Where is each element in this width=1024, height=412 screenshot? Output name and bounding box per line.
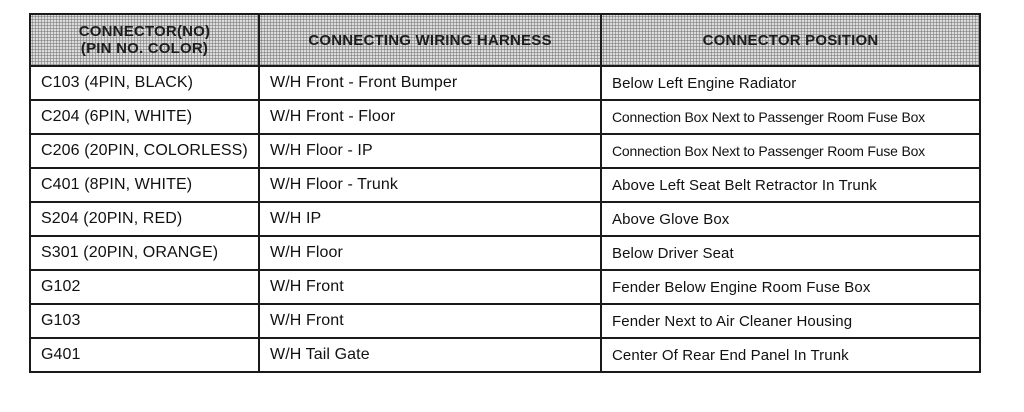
cell-position: Below Left Engine Radiator (601, 66, 980, 100)
cell-harness: W/H Floor (259, 236, 601, 270)
cell-connector: G103 (30, 304, 259, 338)
cell-position: Fender Next to Air Cleaner Housing (601, 304, 980, 338)
table-row (30, 100, 980, 134)
header-position: CONNECTOR POSITION (601, 14, 980, 66)
table-row (30, 134, 980, 168)
cell-harness: W/H Floor - IP (259, 134, 601, 168)
cell-harness: W/H Front - Front Bumper (259, 66, 601, 100)
cell-harness: W/H Front - Floor (259, 100, 601, 134)
table-row (30, 338, 980, 372)
table-row (30, 66, 980, 100)
cell-connector: C204 (6PIN, WHITE) (30, 100, 259, 134)
cell-position: Connection Box Next to Passenger Room Fuse Box (601, 100, 980, 134)
cell-connector: C401 (8PIN, WHITE) (30, 168, 259, 202)
cell-position: Above Glove Box (601, 202, 980, 236)
cell-position: Center Of Rear End Panel In Trunk (601, 338, 980, 372)
table-row (30, 304, 980, 338)
table-row (30, 236, 980, 270)
cell-harness: W/H Tail Gate (259, 338, 601, 372)
cell-harness: W/H Front (259, 304, 601, 338)
cell-connector: S301 (20PIN, ORANGE) (30, 236, 259, 270)
header-connector-line1: CONNECTOR(NO) (78, 23, 211, 40)
cell-position: Fender Below Engine Room Fuse Box (601, 270, 980, 304)
cell-position: Connection Box Next to Passenger Room Fuse Box (601, 134, 980, 168)
cell-harness: W/H IP (259, 202, 601, 236)
cell-connector: G401 (30, 338, 259, 372)
cell-position: Above Left Seat Belt Retractor In Trunk (601, 168, 980, 202)
table-row (30, 202, 980, 236)
header-connector-line2: (PIN NO. COLOR) (80, 40, 209, 57)
cell-position: Below Driver Seat (601, 236, 980, 270)
table-row (30, 168, 980, 202)
header-harness: CONNECTING WIRING HARNESS (259, 14, 601, 66)
cell-harness: W/H Front (259, 270, 601, 304)
cell-connector: C103 (4PIN, BLACK) (30, 66, 259, 100)
table-header-row (30, 14, 980, 66)
connector-table (29, 13, 981, 373)
table-row (30, 270, 980, 304)
cell-connector: S204 (20PIN, RED) (30, 202, 259, 236)
cell-connector: C206 (20PIN, COLORLESS) (30, 134, 259, 168)
connector-table-container (29, 13, 979, 373)
header-connector (30, 14, 259, 66)
cell-connector: G102 (30, 270, 259, 304)
cell-harness: W/H Floor - Trunk (259, 168, 601, 202)
